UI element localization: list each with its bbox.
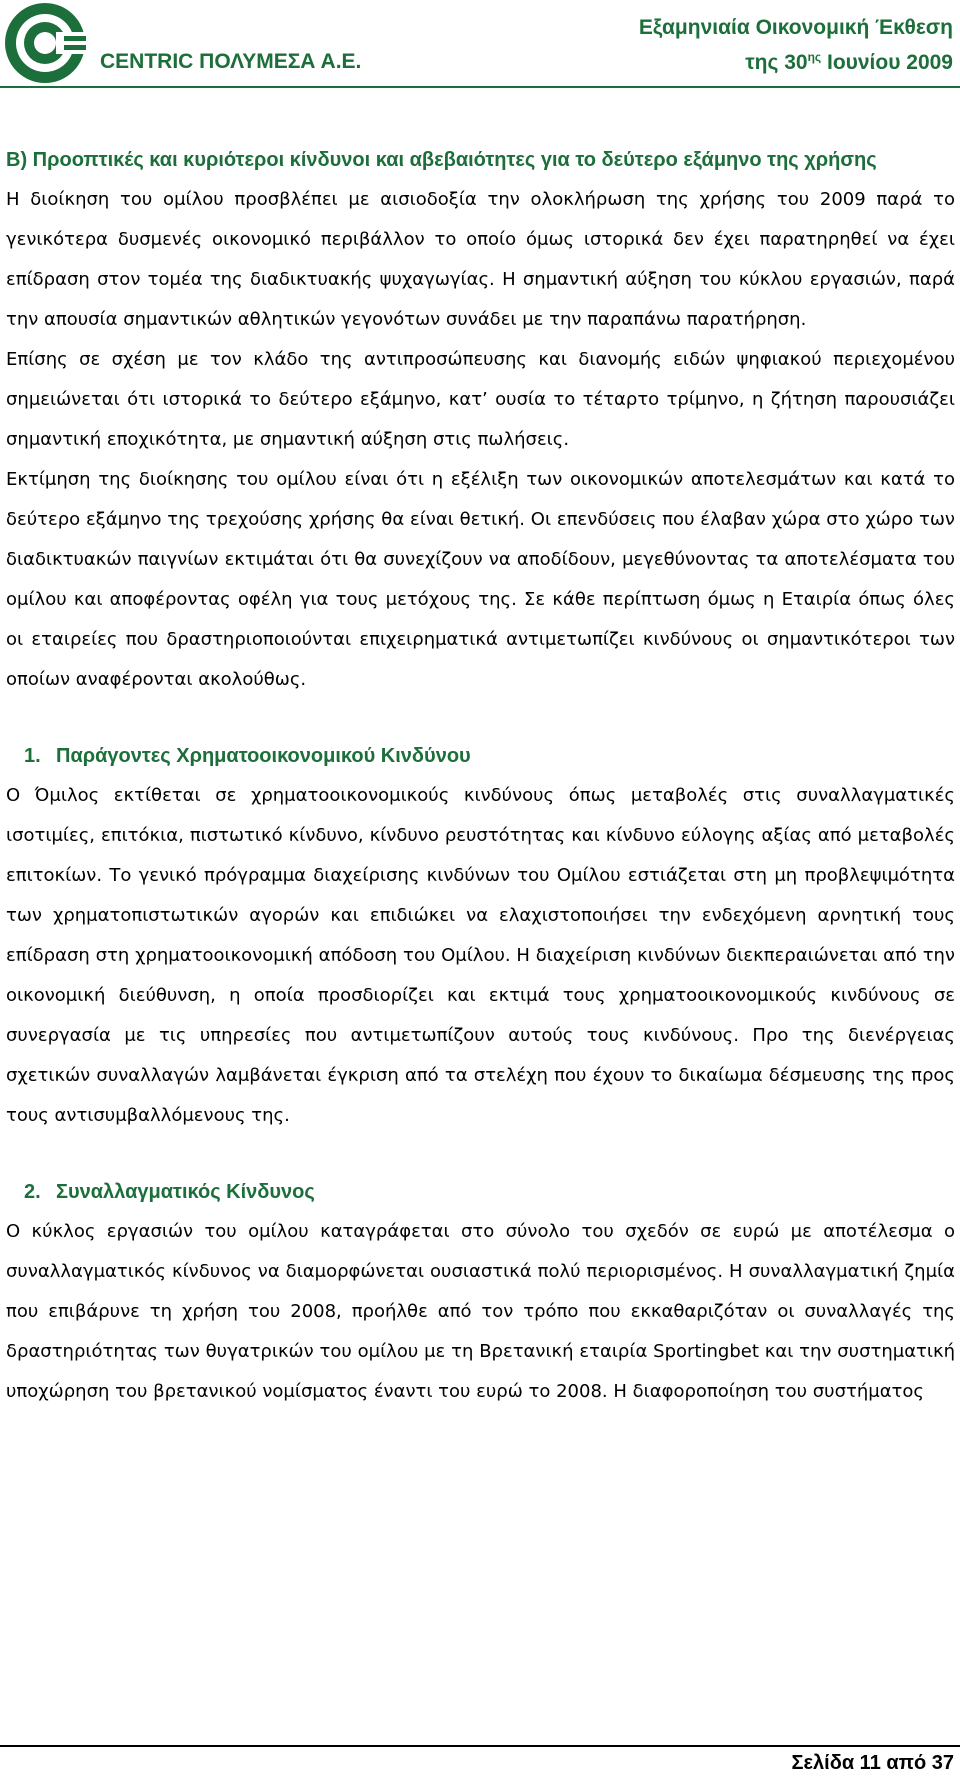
report-date-sup: ης xyxy=(807,50,822,64)
section-b-paragraph-2: Επίσης σε σχέση με τον κλάδο της αντιπροσώπευσης και διανομής ειδών ψηφιακού περιεχομένου σημειώνεται ότι ιστορικά το δεύτερο εξάμηνο, κατ’ ουσία το τέταρτο τρίμηνο, η ζήτηση παρουσιάζει σημαντική εποχικότητα, με σημαντική αύξηση στις πωλήσεις. xyxy=(6,349,955,450)
footer-divider xyxy=(0,1745,960,1747)
report-date-prefix: της 30 xyxy=(745,51,808,74)
section-2-title: Συναλλαγματικός Κίνδυνος xyxy=(56,1181,315,1203)
section-b-heading: Β) Προοπτικές και κυριότεροι κίνδυνοι και αβεβαιότητες για το δεύτερο εξάμηνο της χρήσης xyxy=(6,149,877,171)
company-name: CENTRIC ΠΟΛΥΜΕΣΑ Α.Ε. xyxy=(100,50,362,73)
section-1-number: 1. xyxy=(24,745,41,767)
section-b-paragraph-3: Εκτίμηση της διοίκησης του ομίλου είναι ότι η εξέλιξη των οικονομικών αποτελεσμάτων και κατά το δεύτερο εξάμηνο της τρεχούσης χρήσης θα είναι θετική. Οι επενδύσεις που έλαβαν χώρα στο χώρο των διαδικτυακών παιγνίων εκτιμάται ότι θα συνεχίζουν να αποδίδουν, μεγεθύνοντας τα αποτελέσματα του ομίλου και αποφέροντας οφέλη για τους μετόχους της. Σε κάθε περίπτωση όμως η Εταιρία όπως όλες οι εταιρείες που δραστηριοποιούνται επιχειρηματικά αντιμετωπίζει κινδύνους οι σημαντικότεροι των οποίων αναφέρονται ακολούθως. xyxy=(6,469,955,690)
header-divider xyxy=(0,86,960,88)
section-1-paragraph: Ο Όμιλος εκτίθεται σε χρηματοοικονομικούς κινδύνους όπως μεταβολές στις συναλλαγματικές ισοτιμίες, επιτόκια, πιστωτικό κίνδυνο, κίνδυνο ρευστότητας και κίνδυνο εύλογης αξίας από μεταβολές επιτοκίων. Το γενικό πρόγραμμα διαχείρισης κινδύνων του Ομίλου εστιάζεται στη μη προβλεψιμότητα των χρηματοπιστωτικών αγορών και επιδιώκει να ελαχιστοποιήσει την ενδεχόμενη αρνητική τους επίδραση στη χρηματοοικονομική απόδοση του Ομίλου. Η διαχείριση κινδύνων διεκπεραιώνεται από την οικονομική διεύθυνση, η οποία προσδιορίζει και εκτιμά τους χρηματοοικονομικούς κινδύνους σε συνεργασία με τις υπηρεσίες που αντιμετωπίζουν αυτούς τους κινδύνους. Προ της διενέργειας σχετικών συναλλαγών λαμβάνεται έγκριση από τα στελέχη που έχουν το δικαίωμα δέσμευσης της προς τους αντισυμβαλλόμενους της. xyxy=(6,785,955,1126)
section-2-paragraph: Ο κύκλος εργασιών του ομίλου καταγράφεται στο σύνολο του σχεδόν σε ευρώ με αποτέλεσμα ο συναλλαγματικός κίνδυνος να διαμορφώνεται ουσιαστικά πολύ περιορισμένος. Η συναλλαγματική ζημία που επιβάρυνε τη χρήση του 2008, προήλθε από τον τρόπο που εκκαθαριζόταν οι συναλλαγές της δραστηριότητας των θυγατρικών του ομίλου με τη Βρετανική εταιρία Sportingbet και την συστηματική υποχώρηση του βρετανικού νομίσματος έναντι του ευρώ το 2008. Η διαφοροποίηση του συστήματος xyxy=(6,1221,955,1402)
page-header xyxy=(0,0,960,86)
section-1-title: Παράγοντες Χρηματοοικονομικού Κινδύνου xyxy=(56,745,471,767)
report-title: Εξαμηνιαία Οικονομική Έκθεση xyxy=(638,16,953,39)
section-1-heading xyxy=(6,736,955,776)
company-logo-icon xyxy=(4,2,86,84)
page-number: Σελίδα 11 από 37 xyxy=(791,1752,954,1774)
report-date xyxy=(745,50,953,75)
page-body xyxy=(6,140,955,1412)
section-2-heading xyxy=(6,1172,955,1212)
section-b-paragraph-1: Η διοίκηση του ομίλου προσβλέπει με αισιοδοξία την ολοκλήρωση της χρήσης του 2009 παρά το γενικότερα δυσμενές οικονομικό περιβάλλον το οποίο όμως ιστορικά δεν έχει παρατηρηθεί να έχει επίδραση στον τομέα της διαδικτυακής ψυχαγωγίας. Η σημαντική αύξηση του κύκλου εργασιών, παρά την απουσία σημαντικών αθλητικών γεγονότων συνάδει με την παραπάνω παρατήρηση. xyxy=(6,189,955,330)
section-2-number: 2. xyxy=(24,1181,41,1203)
report-date-suffix: Ιουνίου 2009 xyxy=(821,51,953,74)
